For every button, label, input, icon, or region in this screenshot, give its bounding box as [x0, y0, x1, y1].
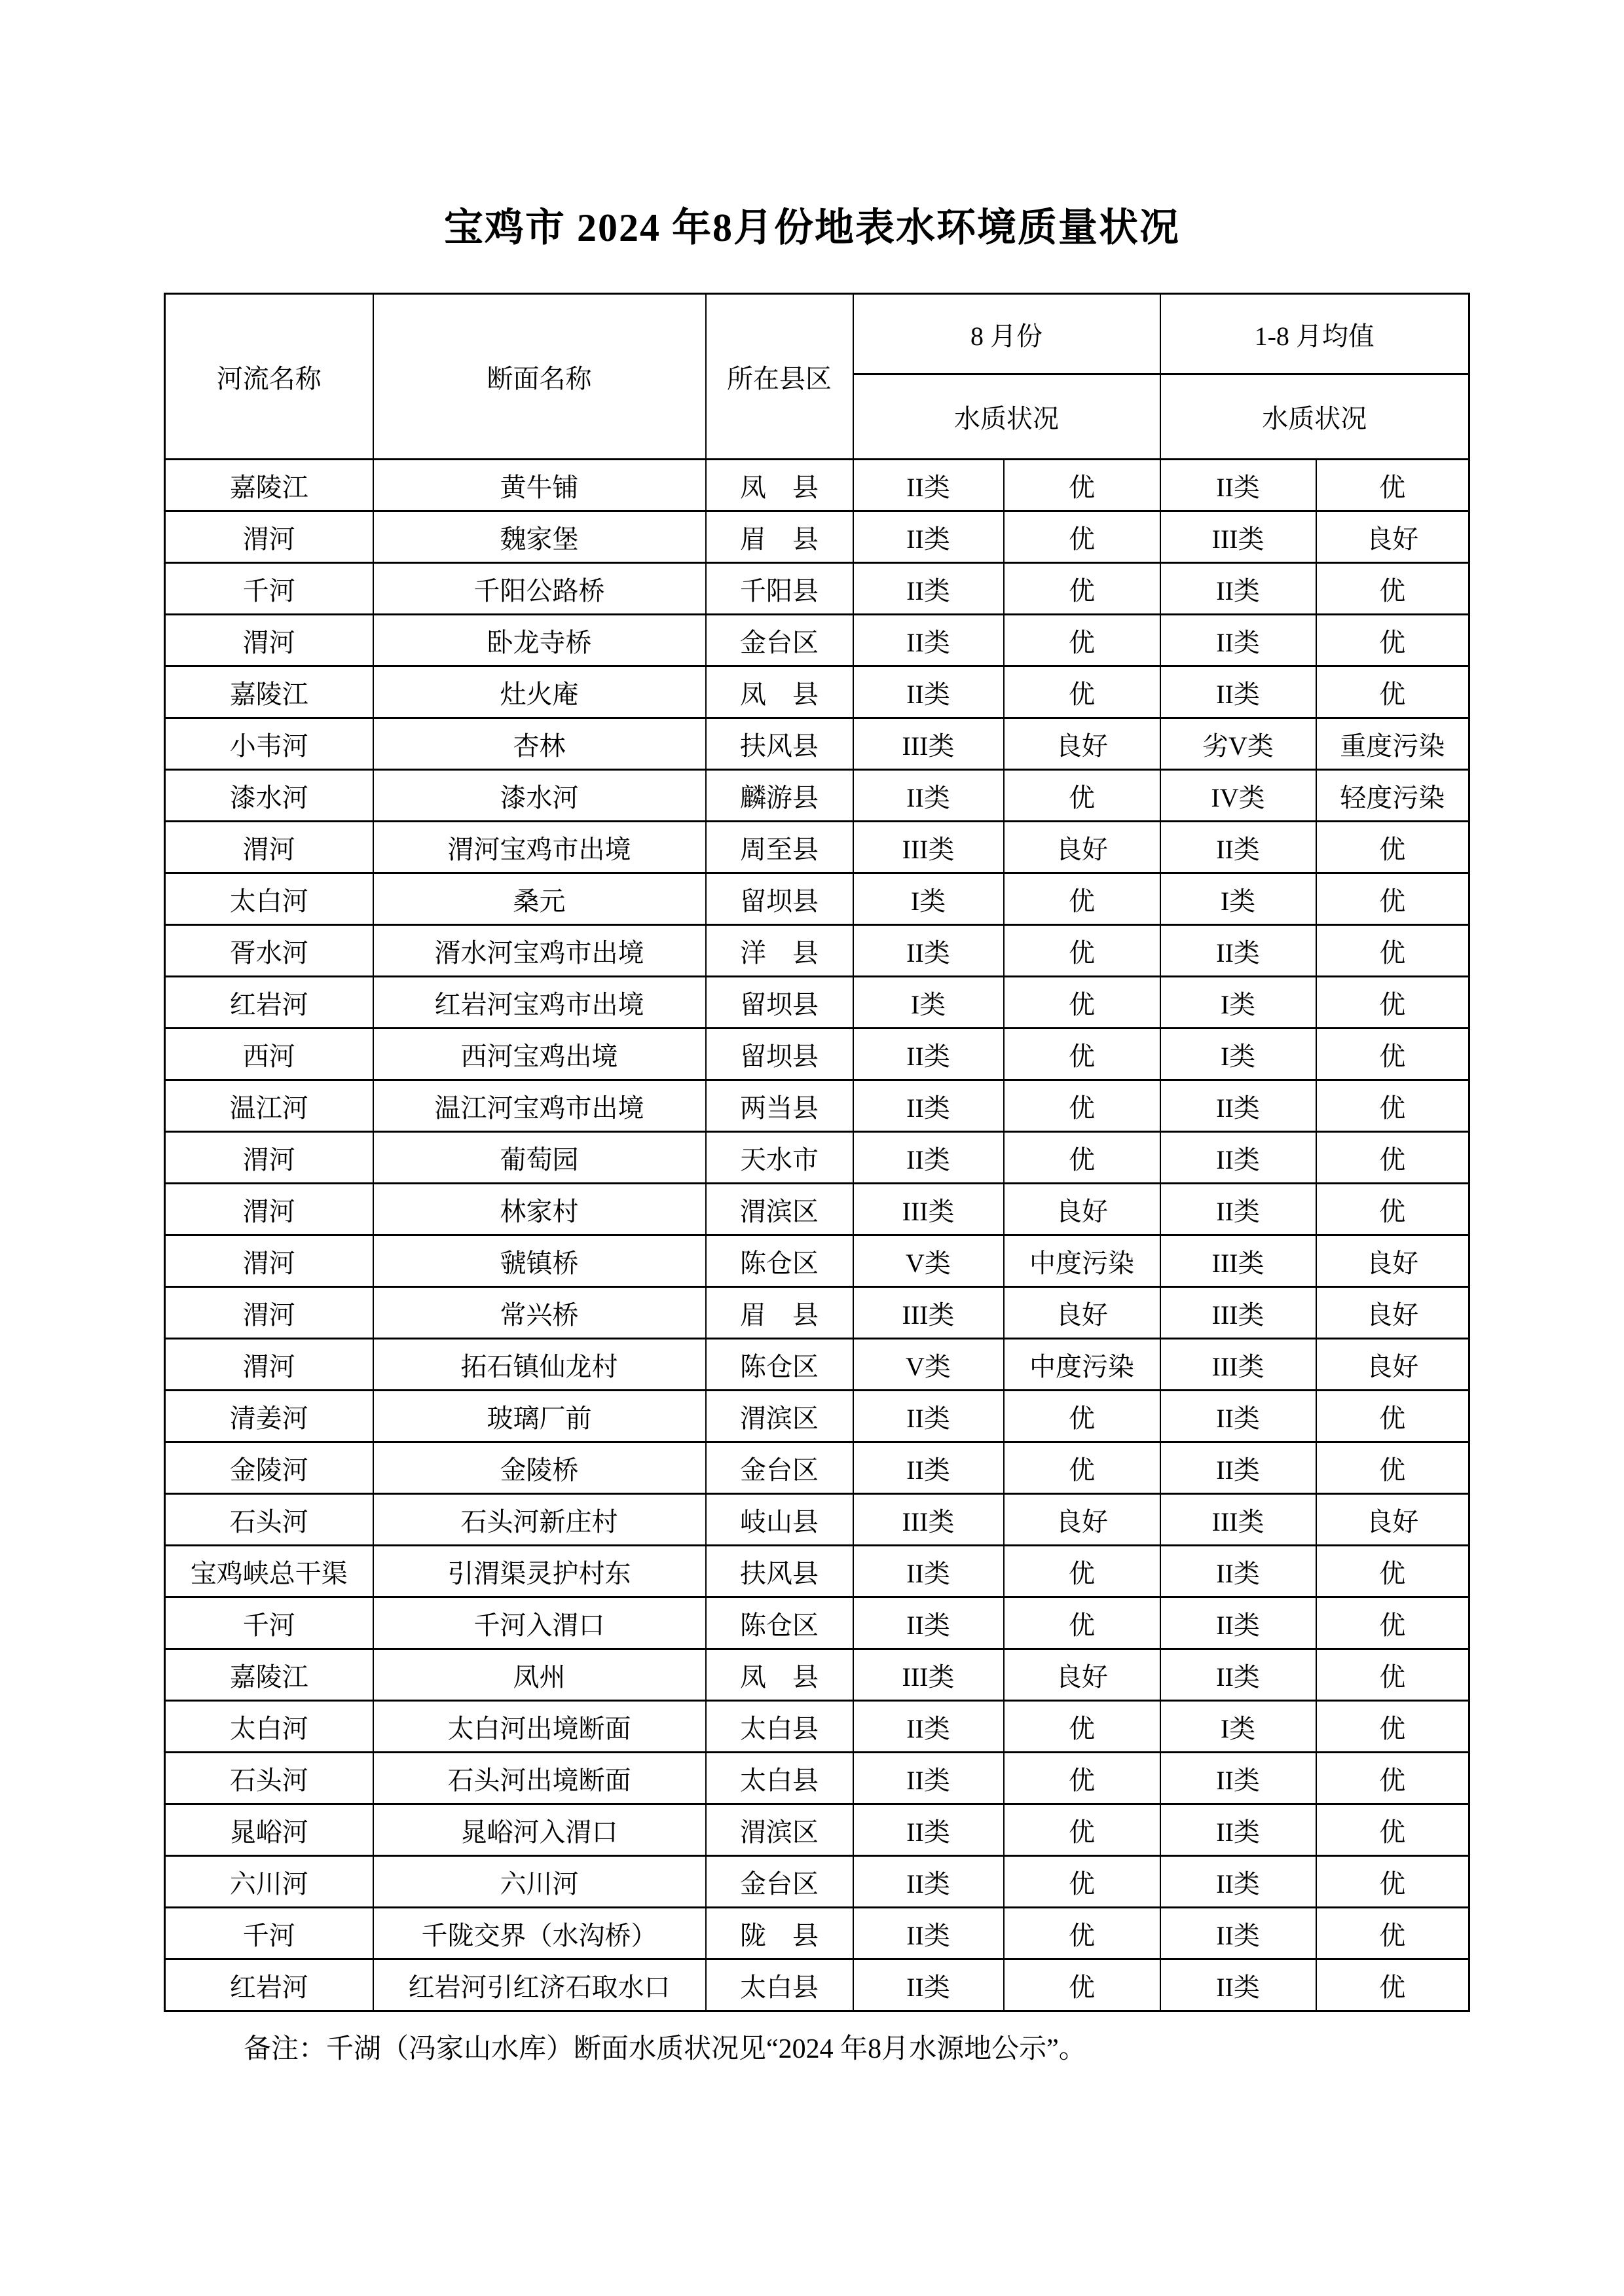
section-name-cell: 灶火庵 [373, 666, 706, 718]
table-row [165, 1701, 1469, 1753]
aug-class-cell: III类 [853, 718, 1004, 770]
avg-class-cell: I类 [1160, 977, 1316, 1029]
page-title: 宝鸡市 2024 年8月份地表水环境质量状况 [444, 206, 1180, 249]
header-county: 所在县区 [706, 294, 853, 460]
aug-status-cell: 中度污染 [1004, 1339, 1160, 1391]
aug-status-cell: 优 [1004, 1908, 1160, 1959]
county-cell: 眉 县 [706, 1287, 853, 1339]
river-name-cell: 红岩河 [165, 1959, 373, 2011]
avg-status-cell: 轻度污染 [1316, 770, 1469, 822]
aug-class-cell: II类 [853, 460, 1004, 511]
aug-status-cell: 优 [1004, 1753, 1160, 1804]
county-cell: 金台区 [706, 1856, 853, 1908]
avg-status-cell: 优 [1316, 1546, 1469, 1597]
aug-class-cell: V类 [853, 1339, 1004, 1391]
aug-class-cell: II类 [853, 666, 1004, 718]
river-name-cell: 渭河 [165, 1132, 373, 1184]
avg-status-cell: 优 [1316, 1080, 1469, 1132]
aug-status-cell: 优 [1004, 1080, 1160, 1132]
river-name-cell: 晁峪河 [165, 1804, 373, 1856]
avg-class-cell: II类 [1160, 460, 1316, 511]
county-cell: 天水市 [706, 1132, 853, 1184]
section-name-cell: 千阳公路桥 [373, 563, 706, 615]
avg-class-cell: 劣V类 [1160, 718, 1316, 770]
river-name-cell: 胥水河 [165, 925, 373, 977]
county-cell: 渭滨区 [706, 1804, 853, 1856]
header-jan-aug-water-quality: 水质状况 [1160, 374, 1469, 460]
aug-status-cell: 优 [1004, 1701, 1160, 1753]
avg-status-cell: 重度污染 [1316, 718, 1469, 770]
aug-status-cell: 优 [1004, 1597, 1160, 1649]
table-row [165, 925, 1469, 977]
avg-class-cell: II类 [1160, 1856, 1316, 1908]
county-cell: 太白县 [706, 1753, 853, 1804]
section-name-cell: 引渭渠灵护村东 [373, 1546, 706, 1597]
river-name-cell: 渭河 [165, 1339, 373, 1391]
table-row [165, 822, 1469, 873]
header-august-water-quality: 水质状况 [853, 374, 1160, 460]
avg-status-cell: 优 [1316, 1804, 1469, 1856]
county-cell: 太白县 [706, 1959, 853, 2011]
county-cell: 岐山县 [706, 1494, 853, 1546]
aug-status-cell: 中度污染 [1004, 1235, 1160, 1287]
county-cell: 渭滨区 [706, 1391, 853, 1442]
header-row-top [165, 294, 1469, 374]
avg-status-cell: 优 [1316, 1908, 1469, 1959]
aug-class-cell: II类 [853, 1804, 1004, 1856]
county-cell: 周至县 [706, 822, 853, 873]
section-name-cell: 太白河出境断面 [373, 1701, 706, 1753]
aug-status-cell: 优 [1004, 1132, 1160, 1184]
aug-status-cell: 良好 [1004, 1184, 1160, 1235]
river-name-cell: 小韦河 [165, 718, 373, 770]
avg-status-cell: 良好 [1316, 1494, 1469, 1546]
aug-class-cell: II类 [853, 925, 1004, 977]
section-name-cell: 漆水河 [373, 770, 706, 822]
avg-status-cell: 良好 [1316, 511, 1469, 563]
avg-status-cell: 良好 [1316, 1339, 1469, 1391]
table-row [165, 615, 1469, 666]
aug-class-cell: III类 [853, 1494, 1004, 1546]
aug-class-cell: II类 [853, 1701, 1004, 1753]
county-cell: 留坝县 [706, 1029, 853, 1080]
aug-class-cell: III类 [853, 822, 1004, 873]
county-cell: 洋 县 [706, 925, 853, 977]
river-name-cell: 渭河 [165, 615, 373, 666]
river-name-cell: 千河 [165, 1908, 373, 1959]
table-row [165, 1184, 1469, 1235]
avg-status-cell: 优 [1316, 1184, 1469, 1235]
county-cell: 陈仓区 [706, 1235, 853, 1287]
aug-status-cell: 良好 [1004, 718, 1160, 770]
section-name-cell: 黄牛铺 [373, 460, 706, 511]
avg-status-cell: 优 [1316, 873, 1469, 925]
aug-status-cell: 优 [1004, 460, 1160, 511]
county-cell: 渭滨区 [706, 1184, 853, 1235]
county-cell: 扶风县 [706, 718, 853, 770]
table-row [165, 460, 1469, 511]
aug-class-cell: II类 [853, 770, 1004, 822]
aug-class-cell: I类 [853, 873, 1004, 925]
section-name-cell: 葡萄园 [373, 1132, 706, 1184]
table-row [165, 718, 1469, 770]
avg-class-cell: II类 [1160, 615, 1316, 666]
section-name-cell: 拓石镇仙龙村 [373, 1339, 706, 1391]
aug-status-cell: 良好 [1004, 1287, 1160, 1339]
avg-class-cell: II类 [1160, 1132, 1316, 1184]
avg-class-cell: I类 [1160, 1029, 1316, 1080]
table-row [165, 1546, 1469, 1597]
county-cell: 留坝县 [706, 873, 853, 925]
avg-class-cell: II类 [1160, 1597, 1316, 1649]
table-row [165, 1649, 1469, 1701]
avg-status-cell: 优 [1316, 1856, 1469, 1908]
county-cell: 陈仓区 [706, 1339, 853, 1391]
river-name-cell: 太白河 [165, 873, 373, 925]
aug-class-cell: II类 [853, 1856, 1004, 1908]
aug-class-cell: II类 [853, 1080, 1004, 1132]
water-quality-table [164, 293, 1470, 2012]
county-cell: 金台区 [706, 1442, 853, 1494]
section-name-cell: 渭河宝鸡市出境 [373, 822, 706, 873]
avg-status-cell: 优 [1316, 1753, 1469, 1804]
table-row [165, 1804, 1469, 1856]
avg-class-cell: II类 [1160, 1804, 1316, 1856]
river-name-cell: 嘉陵江 [165, 1649, 373, 1701]
river-name-cell: 千河 [165, 1597, 373, 1649]
table-row [165, 511, 1469, 563]
section-name-cell: 凤州 [373, 1649, 706, 1701]
avg-class-cell: II类 [1160, 1753, 1316, 1804]
avg-class-cell: II类 [1160, 1546, 1316, 1597]
aug-status-cell: 良好 [1004, 1494, 1160, 1546]
section-name-cell: 晁峪河入渭口 [373, 1804, 706, 1856]
aug-class-cell: V类 [853, 1235, 1004, 1287]
county-cell: 凤 县 [706, 460, 853, 511]
aug-status-cell: 良好 [1004, 1649, 1160, 1701]
avg-status-cell: 优 [1316, 666, 1469, 718]
avg-status-cell: 优 [1316, 822, 1469, 873]
county-cell: 金台区 [706, 615, 853, 666]
avg-status-cell: 良好 [1316, 1287, 1469, 1339]
county-cell: 陇 县 [706, 1908, 853, 1959]
section-name-cell: 千陇交界（水沟桥） [373, 1908, 706, 1959]
table-row [165, 666, 1469, 718]
avg-class-cell: III类 [1160, 511, 1316, 563]
river-name-cell: 石头河 [165, 1494, 373, 1546]
table-row [165, 977, 1469, 1029]
aug-class-cell: III类 [853, 1649, 1004, 1701]
avg-status-cell: 优 [1316, 925, 1469, 977]
avg-status-cell: 优 [1316, 460, 1469, 511]
table-row [165, 1391, 1469, 1442]
county-cell: 麟游县 [706, 770, 853, 822]
table-row [165, 1597, 1469, 1649]
county-cell: 两当县 [706, 1080, 853, 1132]
aug-status-cell: 优 [1004, 1442, 1160, 1494]
river-name-cell: 渭河 [165, 511, 373, 563]
section-name-cell: 石头河新庄村 [373, 1494, 706, 1546]
river-name-cell: 西河 [165, 1029, 373, 1080]
county-cell: 凤 县 [706, 666, 853, 718]
aug-status-cell: 良好 [1004, 822, 1160, 873]
avg-class-cell: II类 [1160, 1442, 1316, 1494]
aug-class-cell: II类 [853, 1391, 1004, 1442]
river-name-cell: 石头河 [165, 1753, 373, 1804]
avg-status-cell: 优 [1316, 1442, 1469, 1494]
avg-class-cell: III类 [1160, 1339, 1316, 1391]
header-jan-aug-average: 1-8 月均值 [1160, 294, 1469, 374]
aug-class-cell: II类 [853, 1029, 1004, 1080]
table-row [165, 1287, 1469, 1339]
avg-status-cell: 优 [1316, 1649, 1469, 1701]
table-row [165, 1959, 1469, 2011]
avg-class-cell: II类 [1160, 666, 1316, 718]
section-name-cell: 魏家堡 [373, 511, 706, 563]
avg-class-cell: III类 [1160, 1287, 1316, 1339]
avg-class-cell: III类 [1160, 1235, 1316, 1287]
avg-status-cell: 良好 [1316, 1235, 1469, 1287]
county-cell: 凤 县 [706, 1649, 853, 1701]
avg-status-cell: 优 [1316, 615, 1469, 666]
section-name-cell: 湑水河宝鸡市出境 [373, 925, 706, 977]
table-row [165, 1132, 1469, 1184]
avg-class-cell: I类 [1160, 873, 1316, 925]
river-name-cell: 清姜河 [165, 1391, 373, 1442]
header-river-name: 河流名称 [165, 294, 373, 460]
table-row [165, 1080, 1469, 1132]
aug-class-cell: II类 [853, 1753, 1004, 1804]
river-name-cell: 六川河 [165, 1856, 373, 1908]
avg-status-cell: 优 [1316, 1391, 1469, 1442]
aug-class-cell: II类 [853, 563, 1004, 615]
avg-class-cell: II类 [1160, 563, 1316, 615]
river-name-cell: 宝鸡峡总干渠 [165, 1546, 373, 1597]
avg-status-cell: 优 [1316, 1959, 1469, 2011]
table-header [165, 294, 1469, 460]
table-row [165, 1908, 1469, 1959]
avg-status-cell: 优 [1316, 977, 1469, 1029]
river-name-cell: 千河 [165, 563, 373, 615]
avg-class-cell: II类 [1160, 1391, 1316, 1442]
aug-status-cell: 优 [1004, 1029, 1160, 1080]
aug-class-cell: I类 [853, 977, 1004, 1029]
section-name-cell: 卧龙寺桥 [373, 615, 706, 666]
table-row [165, 1856, 1469, 1908]
section-name-cell: 虢镇桥 [373, 1235, 706, 1287]
river-name-cell: 渭河 [165, 1235, 373, 1287]
aug-class-cell: II类 [853, 615, 1004, 666]
avg-status-cell: 优 [1316, 1597, 1469, 1649]
section-name-cell: 林家村 [373, 1184, 706, 1235]
river-name-cell: 嘉陵江 [165, 666, 373, 718]
avg-class-cell: II类 [1160, 925, 1316, 977]
river-name-cell: 漆水河 [165, 770, 373, 822]
avg-class-cell: III类 [1160, 1494, 1316, 1546]
table-row [165, 563, 1469, 615]
river-name-cell: 渭河 [165, 822, 373, 873]
section-name-cell: 石头河出境断面 [373, 1753, 706, 1804]
county-cell: 留坝县 [706, 977, 853, 1029]
aug-class-cell: III类 [853, 1184, 1004, 1235]
aug-status-cell: 优 [1004, 873, 1160, 925]
aug-class-cell: II类 [853, 1959, 1004, 2011]
avg-status-cell: 优 [1316, 1132, 1469, 1184]
section-name-cell: 温江河宝鸡市出境 [373, 1080, 706, 1132]
section-name-cell: 红岩河宝鸡市出境 [373, 977, 706, 1029]
footnote: 备注：千湖（冯家山水库）断面水质状况见“2024 年8月水源地公示”。 [244, 2034, 1086, 2064]
avg-class-cell: II类 [1160, 822, 1316, 873]
avg-class-cell: IV类 [1160, 770, 1316, 822]
county-cell: 太白县 [706, 1701, 853, 1753]
section-name-cell: 常兴桥 [373, 1287, 706, 1339]
river-name-cell: 红岩河 [165, 977, 373, 1029]
aug-status-cell: 优 [1004, 770, 1160, 822]
county-cell: 陈仓区 [706, 1597, 853, 1649]
section-name-cell: 玻璃厂前 [373, 1391, 706, 1442]
avg-class-cell: II类 [1160, 1649, 1316, 1701]
header-section-name: 断面名称 [373, 294, 706, 460]
aug-class-cell: II类 [853, 1546, 1004, 1597]
header-august: 8 月份 [853, 294, 1160, 374]
county-cell: 千阳县 [706, 563, 853, 615]
river-name-cell: 金陵河 [165, 1442, 373, 1494]
section-name-cell: 西河宝鸡出境 [373, 1029, 706, 1080]
table-row [165, 873, 1469, 925]
avg-class-cell: II类 [1160, 1080, 1316, 1132]
avg-status-cell: 优 [1316, 1029, 1469, 1080]
aug-class-cell: II类 [853, 1132, 1004, 1184]
aug-status-cell: 优 [1004, 1856, 1160, 1908]
section-name-cell: 红岩河引红济石取水口 [373, 1959, 706, 2011]
aug-class-cell: II类 [853, 1442, 1004, 1494]
avg-class-cell: I类 [1160, 1701, 1316, 1753]
river-name-cell: 嘉陵江 [165, 460, 373, 511]
aug-status-cell: 优 [1004, 1959, 1160, 2011]
river-name-cell: 太白河 [165, 1701, 373, 1753]
county-cell: 眉 县 [706, 511, 853, 563]
aug-class-cell: II类 [853, 1597, 1004, 1649]
avg-status-cell: 优 [1316, 1701, 1469, 1753]
table-row [165, 770, 1469, 822]
aug-status-cell: 优 [1004, 1391, 1160, 1442]
aug-status-cell: 优 [1004, 1804, 1160, 1856]
aug-status-cell: 优 [1004, 511, 1160, 563]
aug-status-cell: 优 [1004, 925, 1160, 977]
avg-class-cell: II类 [1160, 1908, 1316, 1959]
aug-class-cell: II类 [853, 1908, 1004, 1959]
table-row [165, 1442, 1469, 1494]
aug-class-cell: III类 [853, 1287, 1004, 1339]
county-cell: 扶风县 [706, 1546, 853, 1597]
avg-status-cell: 优 [1316, 563, 1469, 615]
avg-class-cell: II类 [1160, 1184, 1316, 1235]
section-name-cell: 六川河 [373, 1856, 706, 1908]
river-name-cell: 温江河 [165, 1080, 373, 1132]
section-name-cell: 千河入渭口 [373, 1597, 706, 1649]
aug-class-cell: II类 [853, 511, 1004, 563]
table-row [165, 1029, 1469, 1080]
river-name-cell: 渭河 [165, 1184, 373, 1235]
avg-class-cell: II类 [1160, 1959, 1316, 2011]
aug-status-cell: 优 [1004, 615, 1160, 666]
table-body [165, 460, 1469, 2011]
table-row [165, 1339, 1469, 1391]
aug-status-cell: 优 [1004, 977, 1160, 1029]
table-row [165, 1494, 1469, 1546]
river-name-cell: 渭河 [165, 1287, 373, 1339]
aug-status-cell: 优 [1004, 1546, 1160, 1597]
section-name-cell: 杏林 [373, 718, 706, 770]
aug-status-cell: 优 [1004, 666, 1160, 718]
section-name-cell: 金陵桥 [373, 1442, 706, 1494]
table-row [165, 1235, 1469, 1287]
table-row [165, 1753, 1469, 1804]
section-name-cell: 桑元 [373, 873, 706, 925]
aug-status-cell: 优 [1004, 563, 1160, 615]
